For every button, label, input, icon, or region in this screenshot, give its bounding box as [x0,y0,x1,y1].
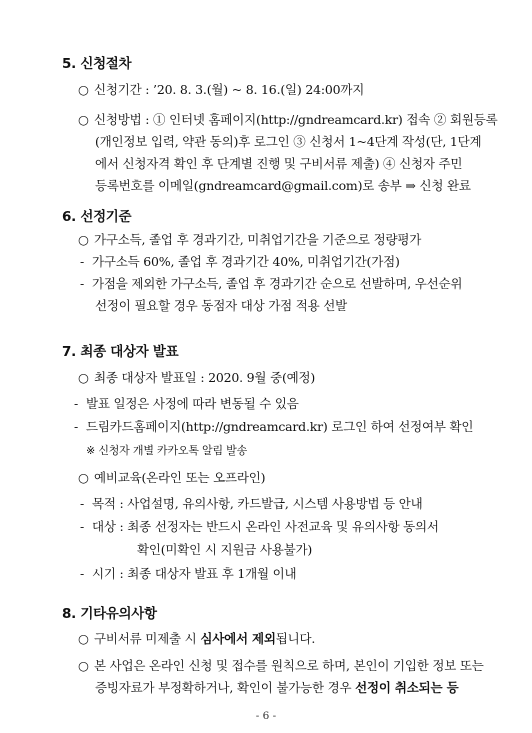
circle-bullet-icon: ○ [78,658,89,673]
s7-line-7: 확인(미확인 시 지원금 사용불가) [137,542,313,557]
s7-line-8: - 시기 : 최종 대상자 발표 후 1개월 이내 [80,566,297,581]
dash-bullet-icon: - [80,276,85,291]
s5-period: ○ 신청기간 : ’20. 8. 3.(월) ~ 8. 16.(일) 24:00까지 [78,82,365,97]
s7-line-6: - 대상 : 최종 선정자는 반드시 온라인 사전교육 및 유의사항 동의서 [80,519,439,534]
s5-method-line-1: ○ 신청방법 : ① 인터넷 홈페이지(http://gndreamcard.kr) 접속 ② 회원등록 [78,112,498,127]
circle-bullet-icon: ○ [78,470,89,485]
s6-line-1: ○ 가구소득, 졸업 후 경과기간, 미취업기간을 기준으로 정량평가 [78,232,422,247]
dash-bullet-icon: - [80,566,85,581]
s5-method-line-4: 등록번호를 이메일(gndreamcard@gmail.com)로 송부 ⇒ 신청 완료 [95,178,471,193]
s5-method-line-3: 에서 신청자격 확인 후 단계별 진행 및 구비서류 제출) ④ 신청자 주민 [95,156,463,171]
s6-line-2: - 가구소득 60%, 졸업 후 경과기간 40%, 미취업기간(가점) [80,254,400,269]
s5-method-line-2: (개인정보 입력, 약관 동의)후 로그인 ③ 신청서 1~4단계 작성(단, 1단계 [95,134,482,149]
section-7-title: 7. 최종 대상자 발표 [62,344,179,360]
s6-line-4: 선정이 필요할 경우 동점자 대상 가점 적용 선발 [95,298,348,313]
s7-line-5: - 목적 : 사업설명, 유의사항, 카드발급, 시스템 사용방법 등 안내 [80,496,423,511]
s7-line-1: ○ 최종 대상자 발표일 : 2020. 9월 중(예정) [78,370,316,385]
s7-line-3: - 드림카드홈페이지(http://gndreamcard.kr) 로그인 하여 선정여부 확인 [74,419,474,434]
dash-bullet-icon: - [74,396,79,411]
s8-line-3: 증빙자료가 부정확하거나, 확인이 불가능한 경우 선정이 취소되는 등 [95,680,459,695]
dash-bullet-icon: - [80,496,85,511]
circle-bullet-icon: ○ [78,232,89,247]
page-number: - 6 - [255,710,277,722]
dash-bullet-icon: - [80,519,85,534]
s7-line-4: ○ 예비교육(온라인 또는 오프라인) [78,470,266,485]
s8-line-2: ○ 본 사업은 온라인 신청 및 접수를 원칙으로 하며, 본인이 기입한 정보 또는 [78,658,484,673]
circle-bullet-icon: ○ [78,631,89,646]
dash-bullet-icon: - [80,254,85,269]
circle-bullet-icon: ○ [78,370,89,385]
dash-bullet-icon: - [74,419,79,434]
section-5-title: 5. 신청절차 [62,56,132,72]
section-6-title: 6. 선정기준 [62,209,132,225]
s7-line-2: - 발표 일정은 사정에 따라 변동될 수 있음 [74,396,299,411]
s8-line-1: ○ 구비서류 미제출 시 심사에서 제외됩니다. [78,631,316,646]
circle-bullet-icon: ○ [78,112,89,127]
s6-line-3: - 가점을 제외한 가구소득, 졸업 후 경과기간 순으로 선발하며, 우선순위 [80,276,463,291]
section-8-title: 8. 기타유의사항 [62,606,157,622]
s7-note: ※ 신청자 개별 카카오톡 알림 발송 [86,444,248,457]
circle-bullet-icon: ○ [78,82,89,97]
